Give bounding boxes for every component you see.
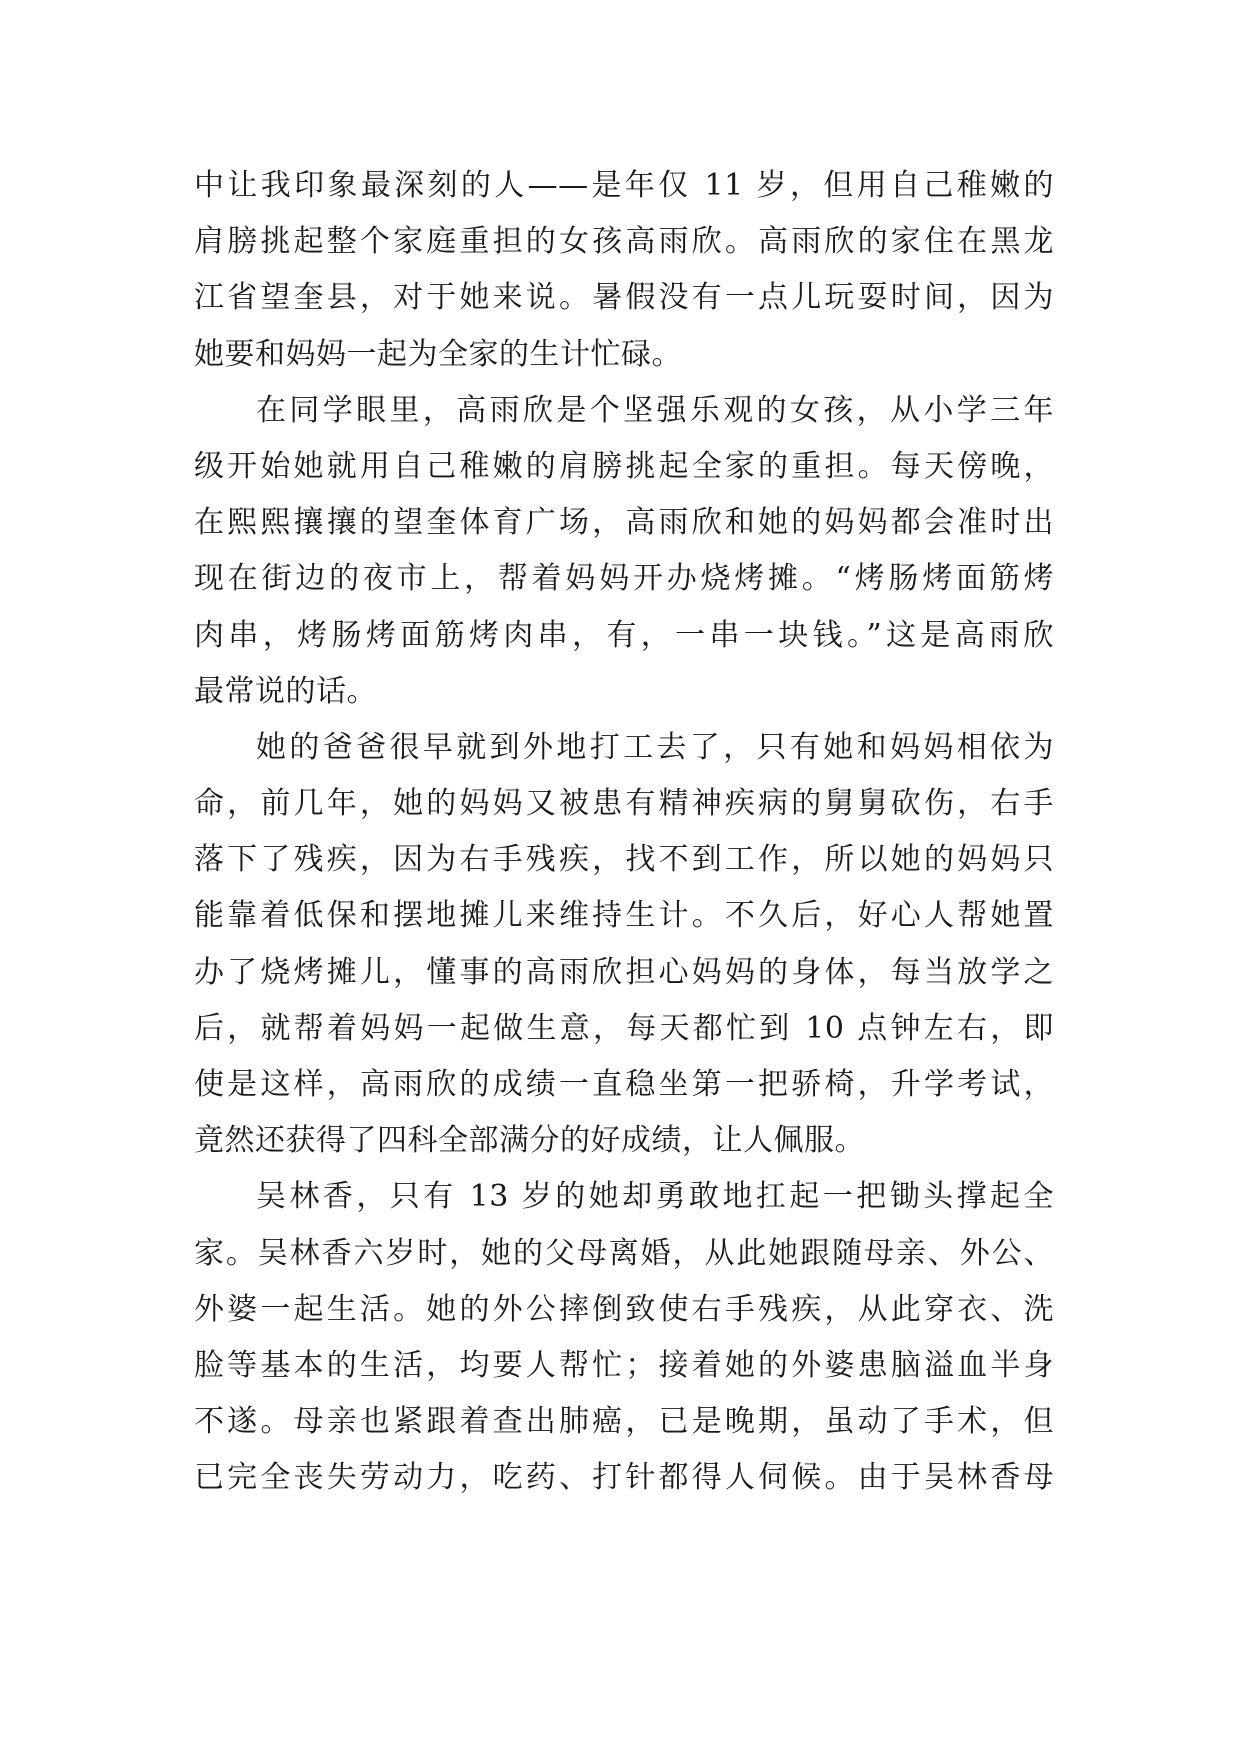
text-line: 脸等基本的生活，均要人帮忙；接着她的外婆患脑溢血半身 bbox=[194, 1347, 1054, 1383]
text-line: 家。吴林香六岁时，她的父母离婚，从此她跟随母亲、外公、 bbox=[194, 1235, 1054, 1271]
text-line: 已完全丧失劳动力，吃药、打针都得人伺候。由于吴林香母 bbox=[194, 1460, 1054, 1496]
text-line: 吴林香，只有 13 岁的她却勇敢地扛起一把锄头撑起全 bbox=[256, 1179, 1054, 1215]
document-body bbox=[194, 158, 1054, 1507]
text-line: 中让我印象最深刻的人——是年仅 11 岁，但用自己稚嫩的 bbox=[194, 168, 1054, 203]
text-line: 落下了残疾，因为右手残疾，找不到工作，所以她的妈妈只 bbox=[194, 842, 1054, 878]
text-line: 肉串，烤肠烤面筋烤肉串，有，一串一块钱。”这是高雨欣 bbox=[194, 617, 1054, 653]
text-line: 级开始她就用自己稚嫩的肩膀挑起全家的重担。每天傍晚， bbox=[194, 448, 1054, 484]
text-line: 她的爸爸很早就到外地打工去了，只有她和妈妈相依为 bbox=[256, 729, 1054, 765]
text-line: 江省望奎县，对于她来说。暑假没有一点儿玩耍时间，因为 bbox=[194, 280, 1054, 316]
text-line: 使是这样，高雨欣的成绩一直稳坐第一把骄椅，升学考试， bbox=[194, 1067, 1054, 1102]
text-line: 能靠着低保和摆地摊儿来维持生计。不久后，好心人帮她置 bbox=[194, 898, 1054, 934]
text-line: 她要和妈妈一起为全家的生计忙碌。 bbox=[194, 336, 682, 372]
text-line: 最常说的话。 bbox=[194, 673, 377, 709]
text-line: 外婆一起生活。她的外公摔倒致使右手残疾，从此穿衣、洗 bbox=[194, 1291, 1054, 1327]
text-line: 竟然还获得了四科全部满分的好成绩，让人佩服。 bbox=[194, 1123, 865, 1159]
text-line: 肩膀挑起整个家庭重担的女孩高雨欣。高雨欣的家住在黑龙 bbox=[194, 224, 1054, 260]
text-line: 办了烧烤摊儿，懂事的高雨欣担心妈妈的身体，每当放学之 bbox=[194, 954, 1054, 990]
text-line: 在熙熙攘攘的望奎体育广场，高雨欣和她的妈妈都会准时出 bbox=[194, 505, 1054, 541]
text-line: 不遂。母亲也紧跟着查出肺癌，已是晚期，虽动了手术，但 bbox=[194, 1404, 1054, 1440]
text-line: 命，前几年，她的妈妈又被患有精神疾病的舅舅砍伤，右手 bbox=[194, 786, 1054, 822]
text-line: 现在街边的夜市上，帮着妈妈开办烧烤摊。“烤肠烤面筋烤 bbox=[194, 561, 1054, 597]
text-line: 后，就帮着妈妈一起做生意，每天都忙到 10 点钟左右，即 bbox=[194, 1010, 1054, 1046]
text-line: 在同学眼里，高雨欣是个坚强乐观的女孩，从小学三年 bbox=[256, 392, 1054, 428]
